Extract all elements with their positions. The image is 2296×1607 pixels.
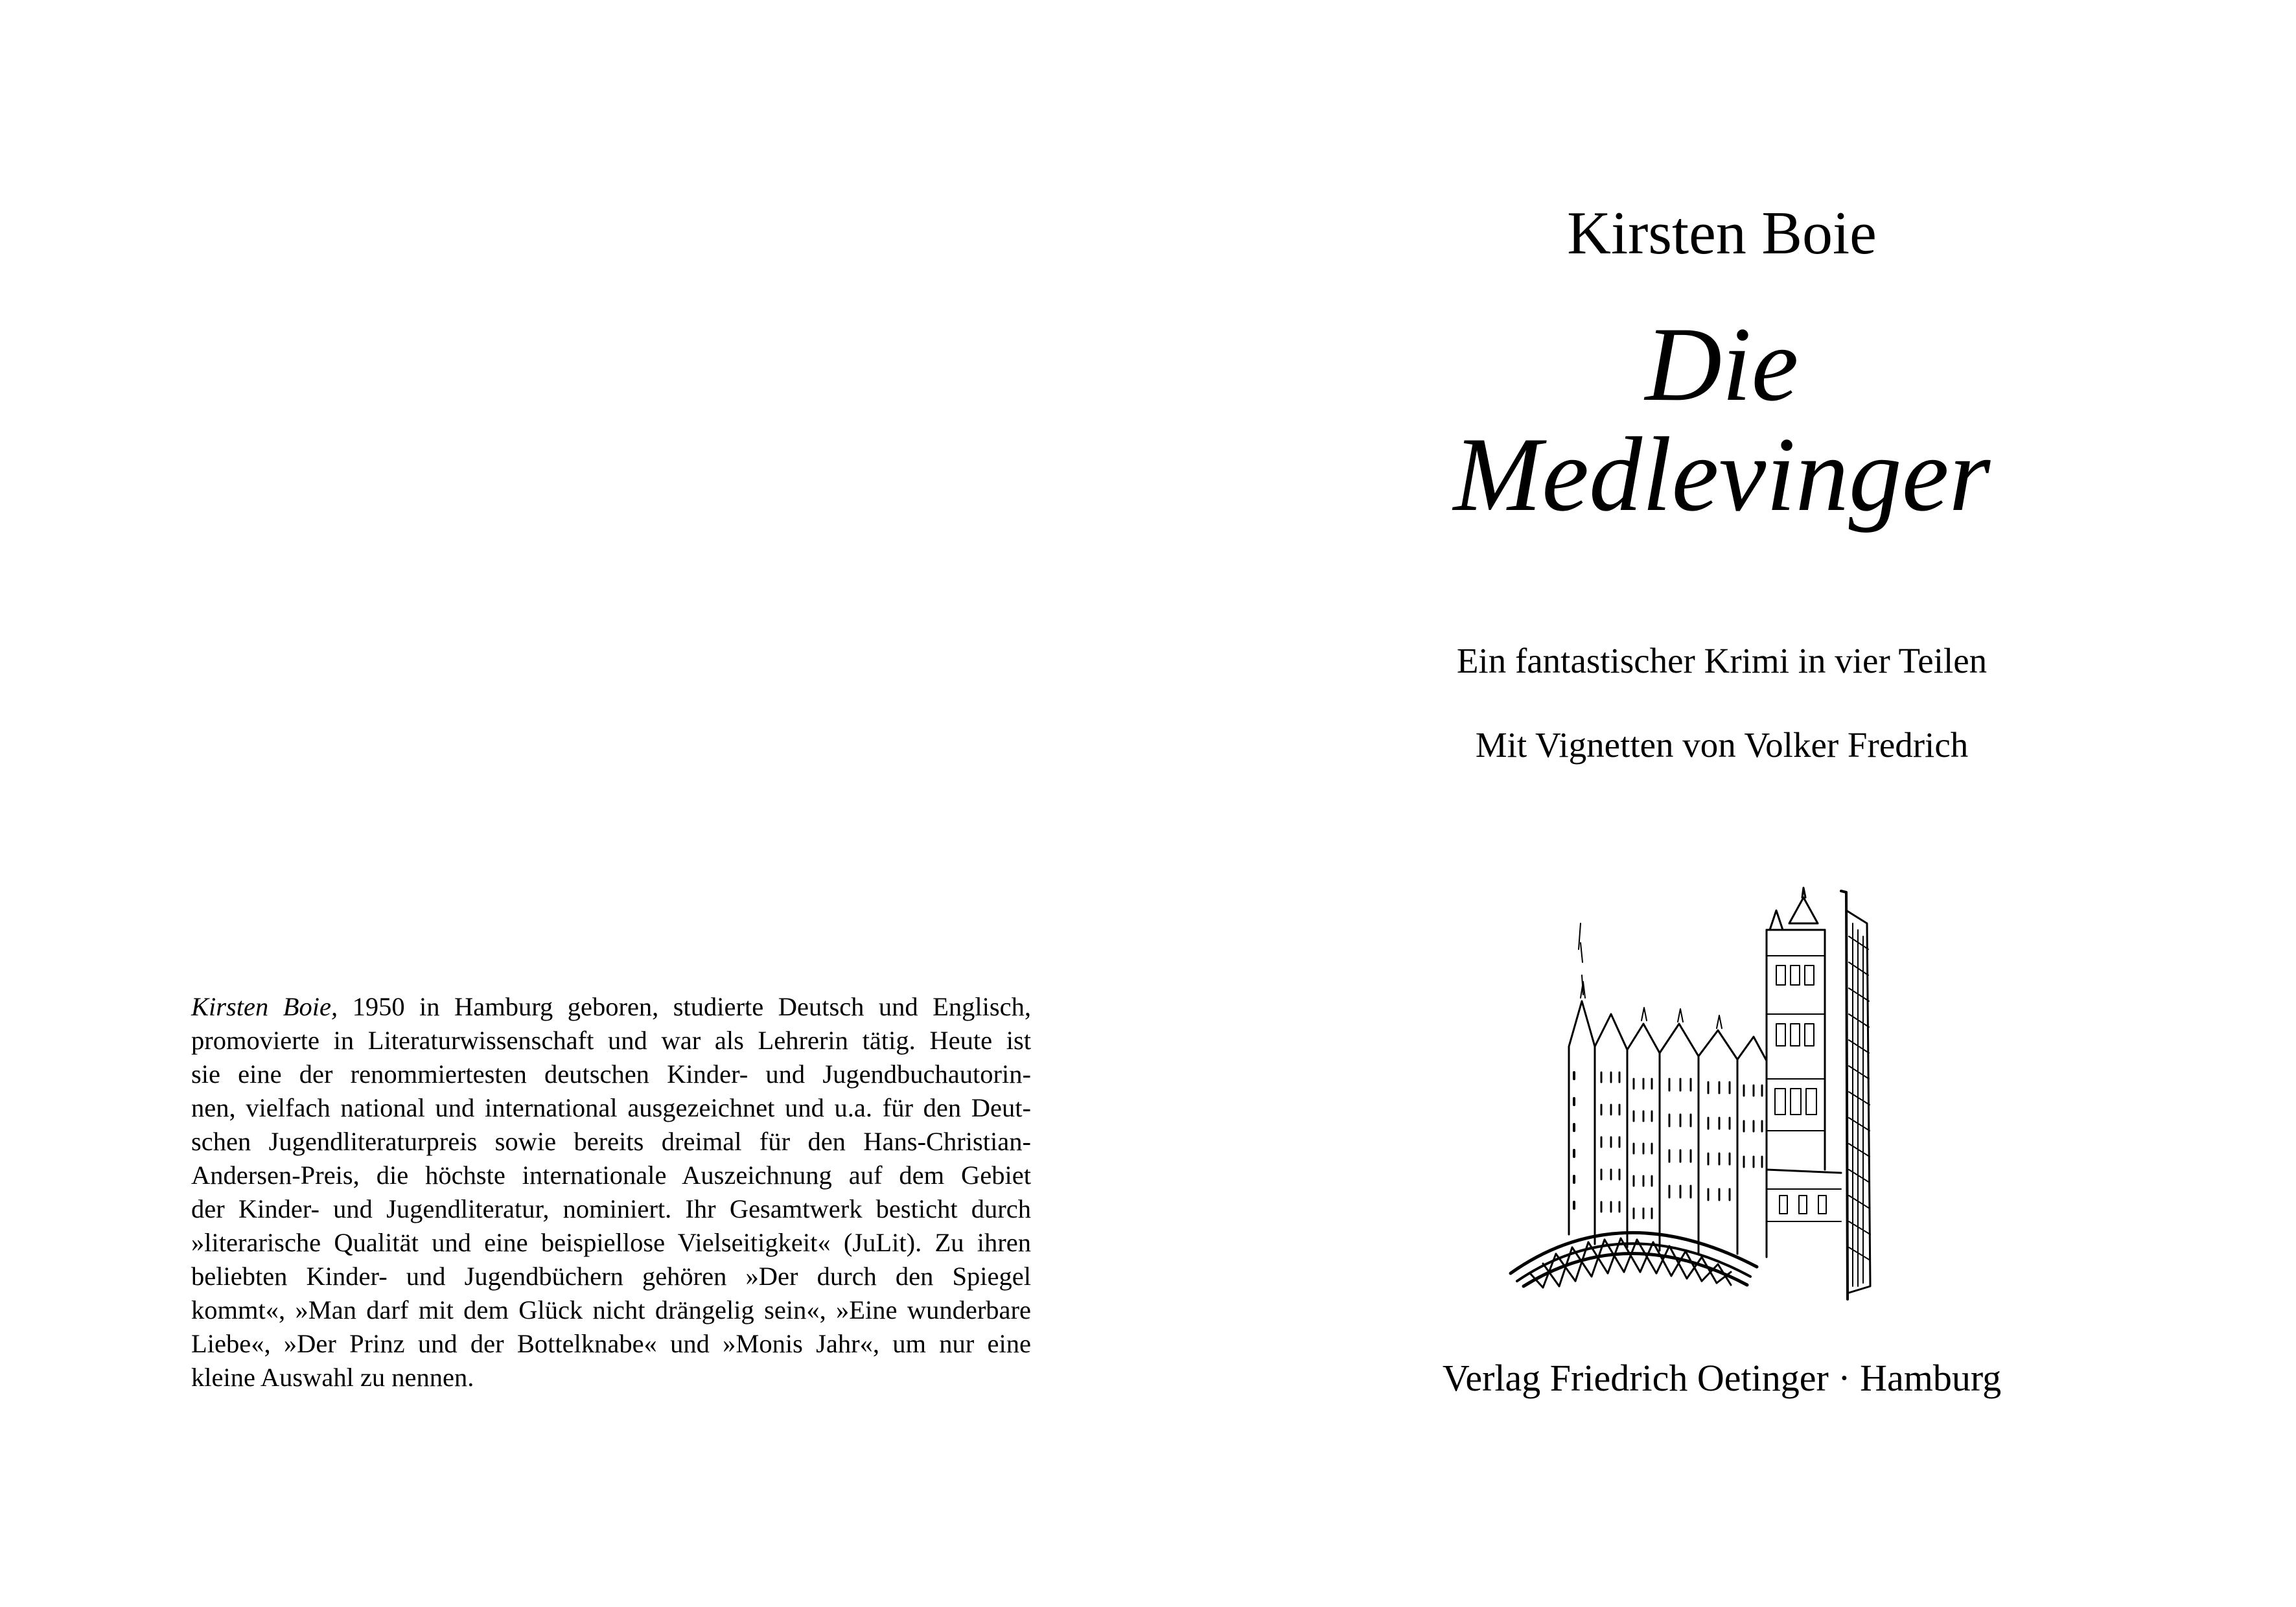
gabled-houses	[1569, 923, 1767, 1257]
book-subtitle: Ein fantastischer Krimi in vier Teilen	[1456, 641, 1988, 680]
book-author: Kirsten Boie	[1567, 200, 1877, 267]
book-title-line-1: Die	[1645, 306, 1799, 423]
bio-line: promovierte in Literaturwissenschaft und war als Lehrerin tätig. Heute ist	[191, 1026, 1031, 1055]
bio-line: schen Jugendliteraturpreis sowie bereits dreimal für den Hans-Christian-	[191, 1127, 1031, 1156]
bio-line	[191, 990, 1031, 1024]
book-title-line-2: Medlevinger	[1453, 416, 1991, 533]
bio-line: sie eine der renommiertesten deutschen Kinder- und Jugendbuchautorin-	[191, 1059, 1031, 1089]
bio-author-name: Kirsten Boie,	[191, 992, 338, 1021]
church-tower	[1767, 888, 1841, 1221]
dark-facade-strip	[1841, 891, 1870, 1299]
bio-line: nen, vielfach national und international ausgezeichnet und u.a. für den Deut-	[191, 1093, 1031, 1122]
bio-line: »literarische Qualität und eine beispiellose Vielseitigkeit« (JuLit). Zu ihren	[191, 1228, 1031, 1257]
bio-line: kommt«, »Man darf mit dem Glück nicht drängelig sein«, »Eine wunderbare	[191, 1295, 1031, 1324]
bio-line: beliebten Kinder- und Jugendbüchern gehören »Der durch den Spiegel	[191, 1262, 1031, 1291]
publisher-imprint: Verlag Friedrich Oetinger · Hamburg	[1442, 1357, 2002, 1399]
author-biography	[191, 990, 1031, 1394]
bio-line-text: 1950 in Hamburg geboren, studierte Deutsch und Englisch,	[338, 992, 1031, 1021]
townscape-with-tower-and-bridge-icon	[1504, 884, 1893, 1306]
bio-line: Andersen-Preis, die höchste internationale Auszeichnung auf dem Gebiet	[191, 1161, 1031, 1190]
bio-line: Liebe«, »Der Prinz und der Bottelknabe« und »Monis Jahr«, um nur eine	[191, 1329, 1031, 1358]
arched-bridge	[1511, 1232, 1757, 1288]
book-title	[1148, 306, 2296, 533]
right-page	[1148, 0, 2296, 1607]
illustrator-credit: Mit Vignetten von Volker Fredrich	[1475, 725, 1969, 765]
bio-line: der Kinder- und Jugendliteratur, nominiert. Ihr Gesamtwerk besticht durch	[191, 1194, 1031, 1223]
bio-line: kleine Auswahl zu nennen.	[191, 1363, 474, 1392]
